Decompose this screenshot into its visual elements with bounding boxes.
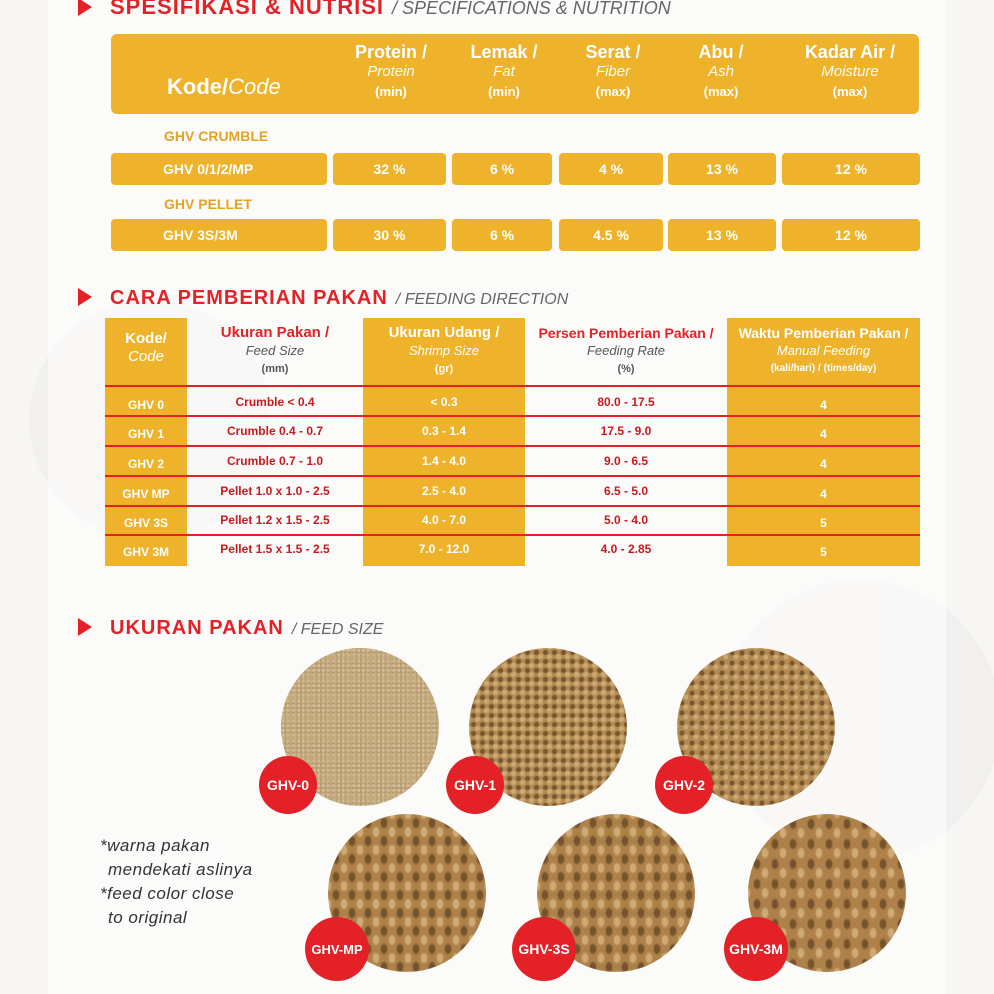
feed-color-note: *warna pakan mendekati aslinya *feed color close to original [100,836,253,927]
feeding-cell-feedsize: Crumble 0.4 - 0.7 [226,424,324,438]
feeding-cell-shrimpsize: 7.0 - 12.0 [418,542,470,556]
row-divider [105,445,920,447]
row-divider [105,415,920,417]
row-divider [105,534,920,536]
feeding-cell-rate: 17.5 - 9.0 [600,424,652,438]
spec-row-value: 12 % [782,153,920,185]
row-divider [105,475,920,477]
feeding-cell-feedsize: Pellet 1.2 x 1.5 - 2.5 [220,513,330,527]
spec-row-value: 6 % [452,219,552,251]
triangle-arrow-icon [78,288,92,306]
feeding-title: CARA PEMBERIAN PAKAN [110,287,388,309]
feedsize-title: UKURAN PAKAN [110,617,284,639]
spec-group-label: GHV CRUMBLE [164,128,269,144]
row-divider [105,385,920,387]
feed-label-ghv-0: GHV-0 [259,756,317,814]
feedsize-section-header [78,616,383,640]
feeding-header-times: Waktu Pemberian Pakan / Manual Feeding (kali/hari) / (times/day) [738,325,909,374]
feeding-cell-shrimpsize: 0.3 - 1.4 [421,424,467,438]
feeding-cell-rate: 6.5 - 5.0 [603,484,649,498]
feeding-cell-feedsize: Crumble 0.7 - 1.0 [226,454,324,468]
spec-row-value: 4.5 % [559,219,663,251]
feeding-header-shrimpsize: Ukuran Udang / Shrimp Size (gr) [388,324,500,375]
feeding-cell-rate: 4.0 - 2.85 [600,542,652,556]
spec-row-value: 13 % [668,219,776,251]
feeding-cell-code: GHV 0 [127,398,164,412]
feeding-cell-code: GHV 2 [127,457,164,471]
feed-label-ghv-2: GHV-2 [655,756,713,814]
spec-code-heading: Kode/Code [167,74,281,99]
feeding-cell-times: 4 [820,427,827,441]
feeding-cell-times: 5 [820,545,827,559]
spec-table-header [111,34,919,114]
spec-row-value: 4 % [559,153,663,185]
feeding-cell-shrimpsize: 1.4 - 4.0 [421,454,467,468]
feeding-cell-rate: 9.0 - 6.5 [603,454,649,468]
spec-row-value: 12 % [782,219,920,251]
spec-col-fat: Lemak / Fat (min) [470,42,538,99]
feeding-cell-rate: 5.0 - 4.0 [603,513,649,527]
spec-col-protein: Protein / Protein (min) [354,42,427,99]
feeding-cell-feedsize: Crumble < 0.4 [235,395,315,409]
spec-row-value: 6 % [452,153,552,185]
spec-group-label: GHV PELLET [164,196,252,212]
feeding-cell-shrimpsize: 4.0 - 7.0 [421,513,467,527]
spec-row-code: GHV 0/1/2/MP [111,153,327,185]
spec-col-moisture: Kadar Air / Moisture (max) [804,42,896,99]
spec-subtitle: / SPECIFICATIONS & NUTRITION [392,0,671,18]
spec-col-ash: Abu / Ash (max) [698,42,744,99]
feeding-subtitle: / FEEDING DIRECTION [395,291,569,308]
feeding-cell-feedsize: Pellet 1.0 x 1.0 - 2.5 [220,484,330,498]
feed-label-ghv-mp: GHV-MP [305,917,369,981]
feeding-cell-rate: 80.0 - 17.5 [597,395,655,409]
feeding-table [105,318,920,566]
feeding-cell-code: GHV 1 [127,427,164,441]
feeding-header-feedsize: Ukuran Pakan / Feed Size (mm) [220,324,330,375]
feeding-cell-code: GHV MP [122,487,170,501]
feedsize-subtitle: / FEED SIZE [291,621,384,638]
spec-row-value: 32 % [333,153,446,185]
feeding-cell-code: GHV 3S [123,516,168,530]
feeding-cell-times: 4 [820,457,827,471]
triangle-arrow-icon [78,0,92,16]
feed-label-ghv-3s: GHV-3S [512,917,576,981]
row-divider [105,505,920,507]
spec-title: SPESIFIKASI & NUTRISI [110,0,385,19]
feed-label-ghv-3m: GHV-3M [724,917,788,981]
feeding-header-code: Kode/ Code [125,330,167,365]
spec-section-header [78,0,671,20]
feeding-cell-code: GHV 3M [122,545,169,559]
feeding-cell-times: 5 [820,516,827,530]
feeding-cell-times: 4 [820,487,827,501]
feed-label-ghv-1: GHV-1 [446,756,504,814]
spec-row-code: GHV 3S/3M [111,219,327,251]
feeding-header-rate: Persen Pemberian Pakan / Feeding Rate (%) [538,325,714,375]
feeding-cell-times: 4 [820,398,827,412]
feeding-cell-shrimpsize: 2.5 - 4.0 [421,484,467,498]
spec-col-fiber: Serat / Fiber (max) [585,42,641,99]
feeding-cell-shrimpsize: < 0.3 [430,395,458,409]
feeding-cell-feedsize: Pellet 1.5 x 1.5 - 2.5 [220,542,330,556]
spec-row-value: 30 % [333,219,446,251]
feeding-section-header [78,286,568,310]
triangle-arrow-icon [78,618,92,636]
spec-row-value: 13 % [668,153,776,185]
